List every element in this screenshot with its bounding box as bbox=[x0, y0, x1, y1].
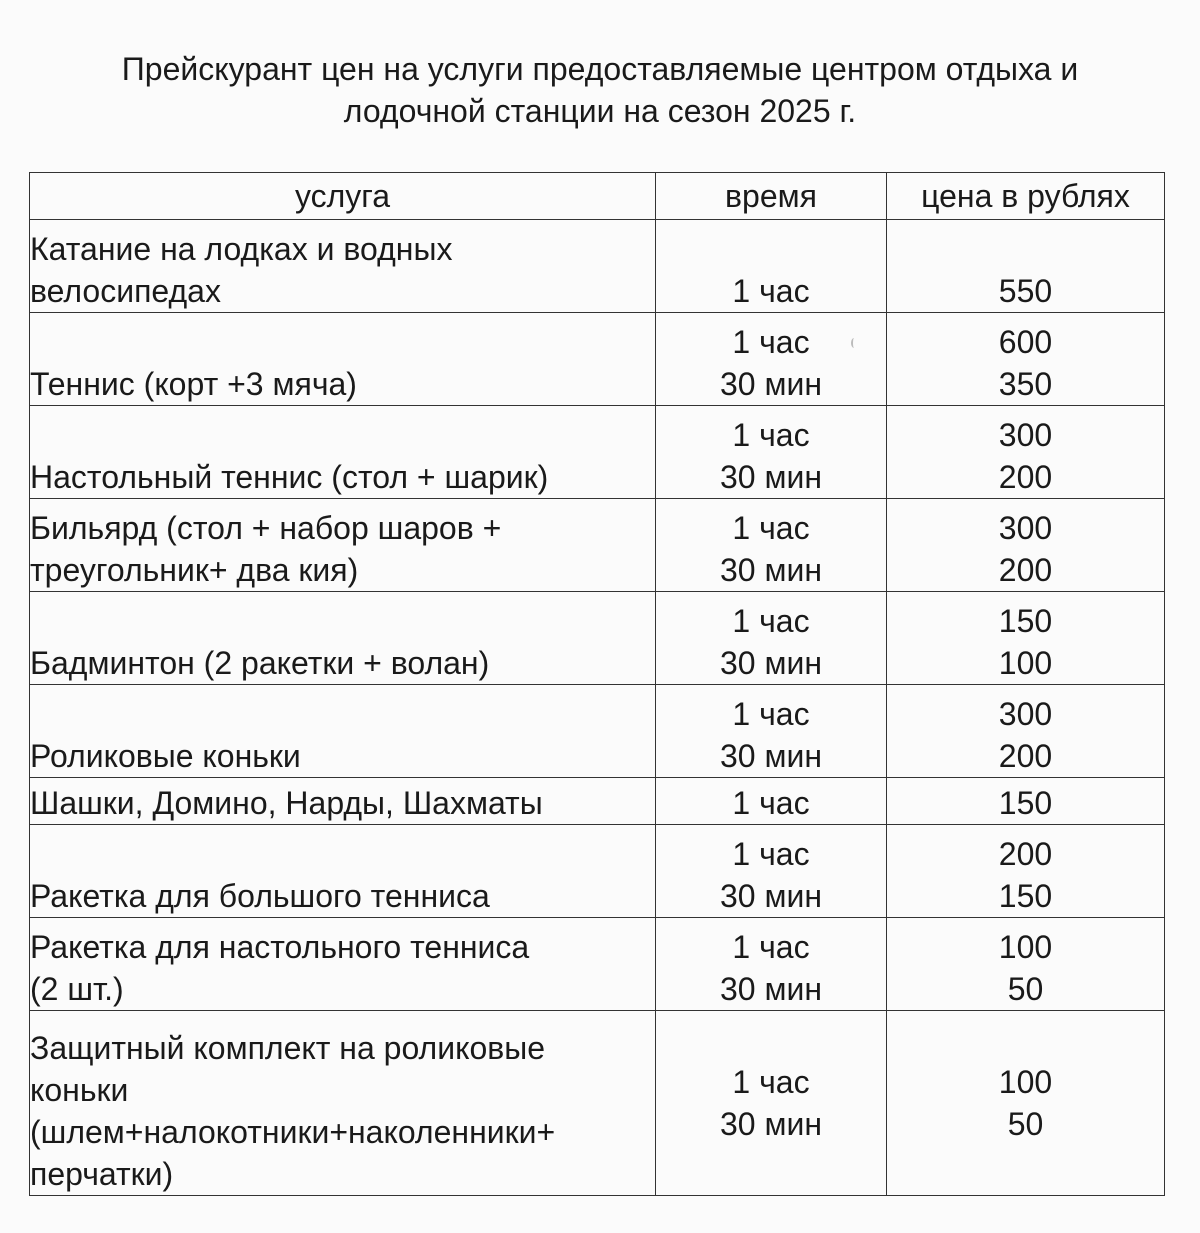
price-cell bbox=[887, 313, 1165, 406]
price-value: 600 bbox=[998, 324, 1053, 360]
table-row bbox=[30, 685, 1165, 778]
time-value: 1 час bbox=[732, 273, 810, 309]
price-value: 300 bbox=[998, 696, 1053, 732]
time-value: 1 час bbox=[732, 785, 810, 821]
service-cell bbox=[30, 592, 656, 685]
table-row bbox=[30, 499, 1165, 592]
time-value: 1 час bbox=[732, 324, 810, 360]
service-text: треугольник+ два кия) bbox=[30, 552, 359, 588]
header-time: время bbox=[656, 173, 887, 220]
time-value: 30 мин bbox=[719, 552, 823, 588]
price-value: 350 bbox=[998, 366, 1053, 402]
price-value: 200 bbox=[998, 836, 1053, 872]
time-value: 1 час bbox=[732, 836, 810, 872]
time-value: 30 мин bbox=[719, 645, 823, 681]
time-value: 1 час bbox=[732, 510, 810, 546]
service-text: велосипедах bbox=[30, 273, 221, 309]
service-text: Бильярд (стол + набор шаров + bbox=[30, 510, 502, 546]
price-value: 200 bbox=[998, 738, 1053, 774]
price-value: 550 bbox=[998, 273, 1053, 309]
service-text: Защитный комплект на роликовые bbox=[30, 1030, 546, 1066]
table-header-row bbox=[30, 173, 1165, 220]
table-row bbox=[30, 1011, 1165, 1196]
service-text: Ракетка для настольного тенниса bbox=[30, 929, 530, 965]
price-value: 50 bbox=[1007, 1106, 1044, 1142]
scan-speck bbox=[851, 338, 857, 348]
price-value: 100 bbox=[998, 1064, 1053, 1100]
price-cell bbox=[887, 1011, 1165, 1196]
service-text: Настольный теннис (стол + шарик) bbox=[30, 459, 549, 495]
page-title bbox=[0, 48, 1200, 132]
service-text: Бадминтон (2 ракетки + волан) bbox=[30, 645, 490, 681]
time-cell bbox=[656, 220, 887, 313]
service-cell bbox=[30, 220, 656, 313]
service-cell bbox=[30, 825, 656, 918]
service-text: Теннис (корт +3 мяча) bbox=[30, 366, 357, 402]
price-value: 100 bbox=[998, 929, 1053, 965]
service-cell bbox=[30, 1011, 656, 1196]
header-service: услуга bbox=[30, 173, 656, 220]
price-value: 100 bbox=[998, 645, 1053, 681]
price-cell bbox=[887, 220, 1165, 313]
service-cell bbox=[30, 406, 656, 499]
price-cell bbox=[887, 918, 1165, 1011]
price-value: 200 bbox=[998, 552, 1053, 588]
price-value: 150 bbox=[998, 878, 1053, 914]
price-cell bbox=[887, 499, 1165, 592]
table-row bbox=[30, 313, 1165, 406]
time-cell bbox=[656, 778, 887, 825]
price-table bbox=[29, 172, 1165, 1196]
table-row bbox=[30, 825, 1165, 918]
time-cell bbox=[656, 592, 887, 685]
time-value: 30 мин bbox=[719, 971, 823, 1007]
service-cell bbox=[30, 685, 656, 778]
service-text: Шашки, Домино, Нарды, Шахматы bbox=[30, 785, 543, 821]
time-value: 30 мин bbox=[719, 878, 823, 914]
time-value: 1 час bbox=[732, 696, 810, 732]
price-value: 150 bbox=[998, 785, 1053, 821]
time-cell bbox=[656, 406, 887, 499]
title-line-2: лодочной станции на сезон 2025 г. bbox=[343, 93, 857, 129]
service-cell bbox=[30, 313, 656, 406]
time-cell bbox=[656, 685, 887, 778]
time-cell bbox=[656, 825, 887, 918]
service-text: Роликовые коньки bbox=[30, 738, 301, 774]
time-value: 1 час bbox=[732, 417, 810, 453]
time-value: 30 мин bbox=[719, 459, 823, 495]
service-text: перчатки) bbox=[30, 1156, 174, 1192]
table-row bbox=[30, 592, 1165, 685]
price-value: 150 bbox=[998, 603, 1053, 639]
service-cell bbox=[30, 499, 656, 592]
price-value: 300 bbox=[998, 510, 1053, 546]
table-row bbox=[30, 918, 1165, 1011]
title-line-1: Прейскурант цен на услуги предоставляемые центром отдыха и bbox=[121, 51, 1079, 87]
service-text: Катание на лодках и водных bbox=[30, 231, 453, 267]
service-cell bbox=[30, 778, 656, 825]
service-cell bbox=[30, 918, 656, 1011]
price-cell bbox=[887, 685, 1165, 778]
time-value: 1 час bbox=[732, 603, 810, 639]
price-cell bbox=[887, 825, 1165, 918]
service-text: коньки bbox=[30, 1072, 129, 1108]
time-cell bbox=[656, 1011, 887, 1196]
time-value: 1 час bbox=[732, 1064, 810, 1100]
time-cell bbox=[656, 499, 887, 592]
time-cell bbox=[656, 918, 887, 1011]
price-cell bbox=[887, 778, 1165, 825]
time-value: 30 мин bbox=[719, 366, 823, 402]
time-value: 30 мин bbox=[719, 1106, 823, 1142]
price-cell bbox=[887, 592, 1165, 685]
time-value: 30 мин bbox=[719, 738, 823, 774]
price-value: 300 bbox=[998, 417, 1053, 453]
service-text: (шлем+налокотники+наколенники+ bbox=[30, 1114, 556, 1150]
table-row bbox=[30, 778, 1165, 825]
price-value: 50 bbox=[1007, 971, 1044, 1007]
price-value: 200 bbox=[998, 459, 1053, 495]
price-cell bbox=[887, 406, 1165, 499]
time-value: 1 час bbox=[732, 929, 810, 965]
service-text: (2 шт.) bbox=[30, 971, 124, 1007]
header-price: цена в рублях bbox=[887, 173, 1165, 220]
table-row bbox=[30, 220, 1165, 313]
service-text: Ракетка для большого тенниса bbox=[30, 878, 490, 914]
table-row bbox=[30, 406, 1165, 499]
time-cell bbox=[656, 313, 887, 406]
